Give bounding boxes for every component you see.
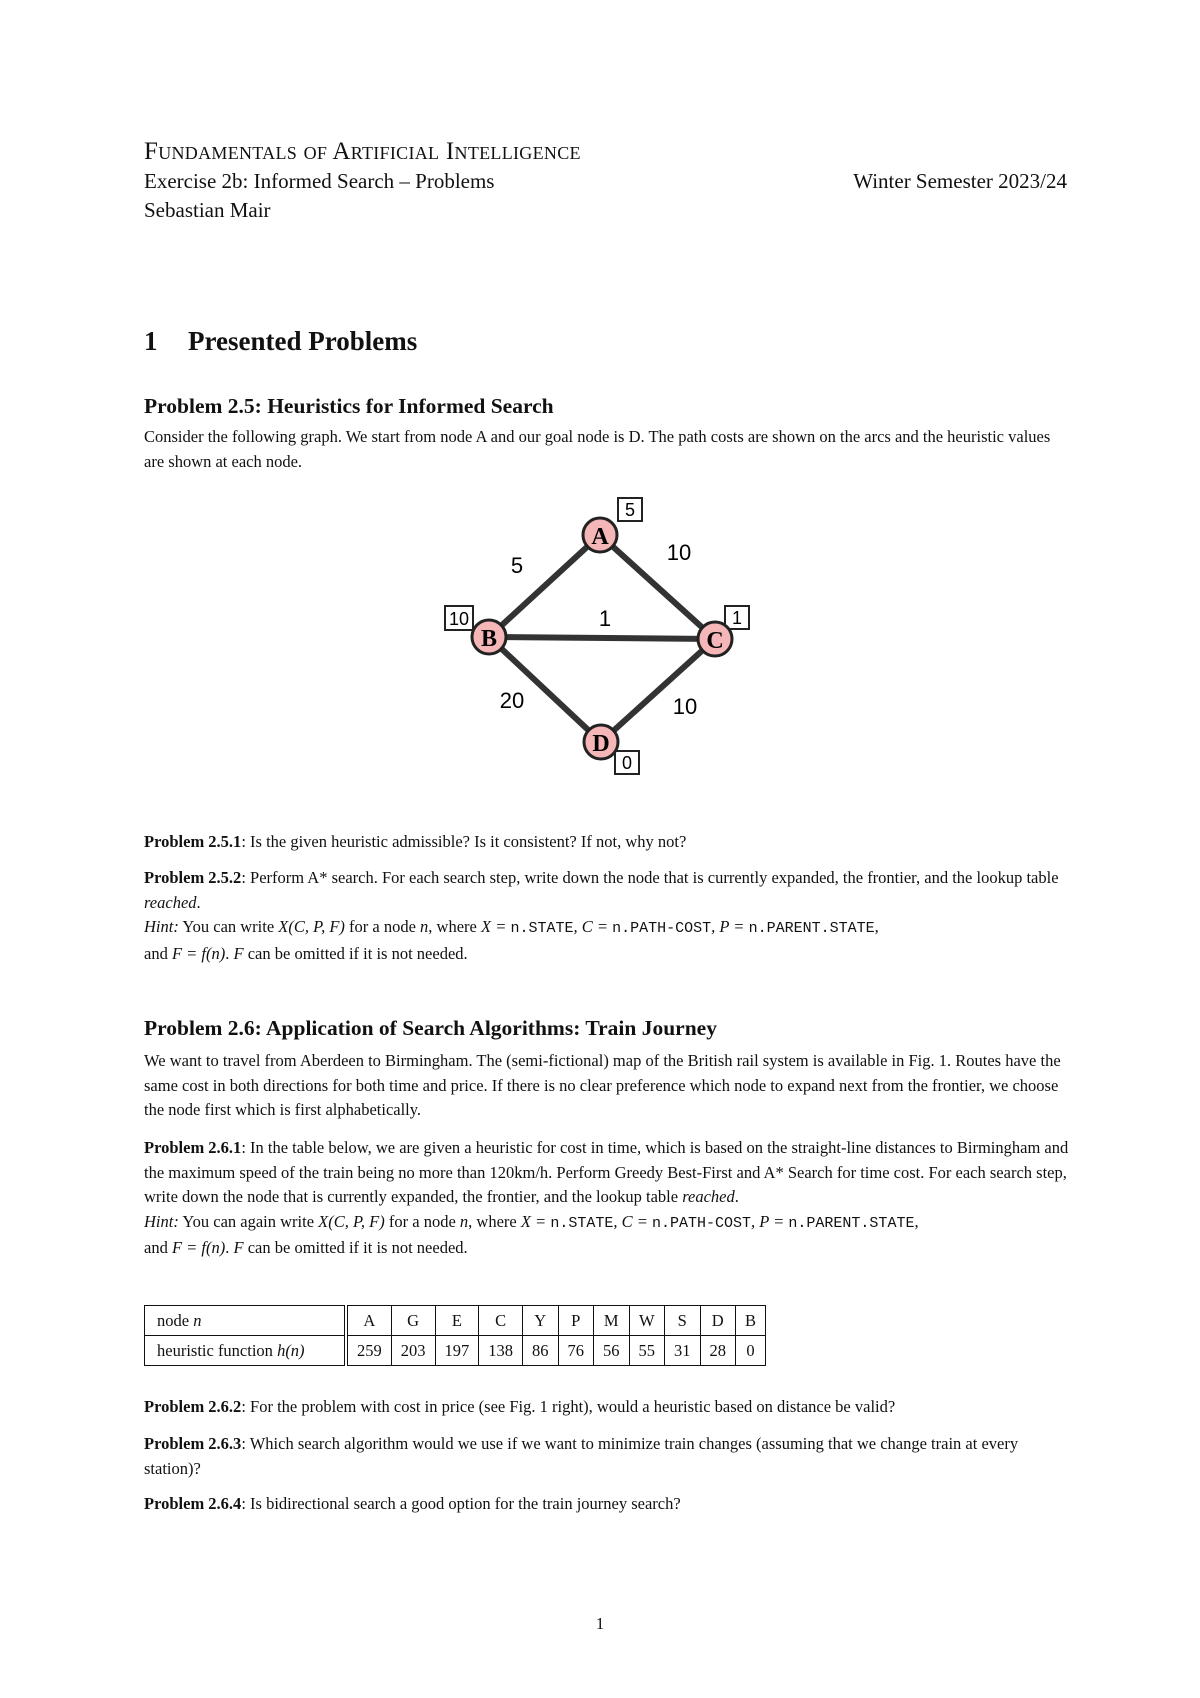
- hint-math-x: X =: [480, 917, 511, 936]
- problem-2-6-2-text: : For the problem with cost in price (see Fig. 1 right), would a heuristic based on distance be valid?: [241, 1397, 896, 1416]
- hint-math-x: X =: [520, 1211, 551, 1231]
- hint-text: , where: [468, 1211, 521, 1231]
- problem-2-5-intro: Consider the following graph. We start from node A and our goal node is D. The path costs are shown on the arcs and the heuristic values are shown at each node.: [144, 427, 1051, 471]
- problem-2-5-2-text: : Perform A* search. For each search step, write down the node that is currently expanded, the frontier, and the lookup table: [241, 868, 1059, 887]
- problem-2-5-2-period: .: [196, 892, 201, 912]
- table-row-header: [145, 1336, 347, 1366]
- hint-text: ,: [874, 917, 879, 936]
- hint-code-path-cost: n.PATH-COST: [612, 920, 712, 937]
- exercise-title: Exercise 2b: Informed Search – Problems: [144, 169, 495, 193]
- hint-text: for a node: [384, 1211, 460, 1231]
- table-header-var: h(n): [277, 1340, 305, 1360]
- semester-label: Winter Semester 2023/24: [853, 169, 1067, 193]
- table-cell-node: Y: [523, 1306, 559, 1336]
- heuristic-value-d: 0: [621, 753, 633, 773]
- table-header-var: n: [193, 1310, 202, 1330]
- heuristic-value-c: 1: [731, 608, 743, 628]
- table-cell-node: M: [594, 1306, 630, 1336]
- graph-node-c-label: C: [706, 628, 724, 654]
- table-cell-node: S: [665, 1306, 701, 1336]
- problem-2-6-heading: Problem 2.6: Application of Search Algorithms: Train Journey: [144, 1016, 717, 1040]
- table-cell-value: 28: [700, 1336, 736, 1366]
- course-title: Fundamentals of Artificial Intelligence: [144, 138, 581, 165]
- problem-2-5-1-text: : Is the given heuristic admissible? Is it consistent? If not, why not?: [241, 832, 687, 851]
- problem-2-6-intro: We want to travel from Aberdeen to Birmingham. The (semi-fictional) map of the British rail system is available in Fig. 1. Routes have the same cost in both directions for both time and price. If there is no clear preference which node to expand next from the frontier, we choose the node first which is first alphabetically.: [144, 1051, 1061, 1119]
- table-row-nodes: [145, 1306, 766, 1336]
- hint-math-tuple: X(C, P, F): [318, 1211, 385, 1231]
- section-number: 1: [144, 326, 158, 356]
- problem-2-6-4: [144, 1492, 1074, 1517]
- table-cell-value: 259: [346, 1336, 391, 1366]
- table-cell-value: 31: [665, 1336, 701, 1366]
- hint-text: for a node: [344, 917, 421, 936]
- hint-math-fvar: F: [233, 943, 244, 963]
- table-row-header: [145, 1306, 347, 1336]
- hint-text: You can again write: [178, 1211, 319, 1231]
- graph-node-b-label: B: [480, 626, 498, 652]
- hint-text: can be omitted if it is not needed.: [243, 943, 468, 963]
- hint-math-f: F = f(n): [171, 943, 226, 963]
- problem-2-6-3-label: Problem 2.6.3: [144, 1434, 242, 1453]
- problem-2-6-2: [144, 1395, 1074, 1420]
- table-header-text: node: [157, 1310, 190, 1330]
- hint-text: You can write: [178, 917, 279, 936]
- hint-code-parent-state: n.PARENT.STATE: [748, 920, 875, 937]
- hint-code-path-cost: n.PATH-COST: [651, 1214, 751, 1232]
- section-heading: [144, 326, 417, 357]
- reached-term: reached: [682, 1187, 735, 1206]
- edge-c-d: [601, 639, 715, 742]
- problem-2-6-4-text: : Is bidirectional search a good option for the train journey search?: [241, 1494, 681, 1513]
- edge-a-b: [489, 535, 600, 637]
- edge-b-c-cost: 1: [598, 606, 612, 631]
- table-row-heuristic: [145, 1336, 766, 1366]
- table-cell-value: 86: [523, 1336, 559, 1366]
- table-cell-value: 55: [629, 1336, 665, 1366]
- table-header-text: heuristic function: [157, 1340, 273, 1360]
- hint-code-state: n.STATE: [550, 1214, 614, 1232]
- problem-2-5-2-label: Problem 2.5.2: [144, 868, 242, 887]
- problem-2-6-2-label: Problem 2.6.2: [144, 1397, 242, 1416]
- graph-node-a-label: A: [591, 524, 609, 550]
- problem-2-6-4-label: Problem 2.6.4: [144, 1494, 242, 1513]
- author-name: Sebastian Mair: [144, 198, 271, 222]
- table-cell-node: B: [736, 1306, 766, 1336]
- edge-b-c: [489, 637, 715, 639]
- problem-2-5-heading: Problem 2.5: Heuristics for Informed Search: [144, 394, 554, 418]
- hint-math-c: , C =: [613, 1211, 652, 1231]
- table-cell-value: 138: [479, 1336, 523, 1366]
- problem-2-6-1-period: .: [734, 1187, 739, 1206]
- problem-2-6-3-text: : Which search algorithm would we use if we want to minimize train changes (assuming that we change train at every station)?: [144, 1434, 1019, 1478]
- hint-math-f: F = f(n): [171, 1238, 226, 1257]
- hint-text: and: [144, 1238, 172, 1257]
- table-cell-node: C: [479, 1306, 523, 1336]
- table-cell-value: 76: [558, 1336, 594, 1366]
- hint-math-p: , P =: [751, 1211, 789, 1231]
- hint-math-fvar: F: [233, 1238, 244, 1257]
- problem-2-6-1-text: : In the table below, we are given a heuristic for cost in time, which is based on the straight-line distances to Birmingham and the maximum speed of the train being no more than 120km/h. Perform Greedy Best-First and A* Search for time cost. For each search step, write down the node that is currently expanded, the frontier, and the lookup table: [144, 1138, 1069, 1206]
- table-cell-node: E: [435, 1306, 479, 1336]
- table-cell-value: 197: [435, 1336, 479, 1366]
- problem-2-6-1-label: Problem 2.6.1: [144, 1138, 242, 1157]
- table-cell-node: D: [700, 1306, 736, 1336]
- hint-math-n: n: [420, 917, 429, 936]
- problem-2-5-1: [144, 830, 1074, 855]
- table-cell-value: 203: [391, 1336, 435, 1366]
- hint-label: Hint:: [144, 917, 179, 936]
- hint-code-state: n.STATE: [510, 920, 574, 937]
- hint-math-c: , C =: [573, 917, 613, 936]
- graph-node-d-label: D: [592, 731, 610, 757]
- edge-b-d-cost: 20: [499, 688, 525, 713]
- table-cell-value: 0: [736, 1336, 766, 1366]
- heuristic-table: [144, 1305, 766, 1366]
- heuristic-value-b: 10: [448, 609, 470, 629]
- table-cell-value: 56: [594, 1336, 630, 1366]
- problem-2-5-2: [144, 866, 1074, 966]
- heuristic-value-a: 5: [624, 500, 636, 520]
- hint-label: Hint:: [144, 1211, 179, 1231]
- hint-code-parent-state: n.PARENT.STATE: [788, 1214, 915, 1232]
- edge-a-c: [600, 535, 715, 639]
- reached-term: reached: [144, 892, 197, 912]
- edge-a-b-cost: 5: [510, 553, 524, 578]
- problem-2-6-1: [144, 1136, 1074, 1261]
- edge-c-d-cost: 10: [672, 694, 698, 719]
- search-graph-diagram: [440, 490, 770, 790]
- problem-2-6-3: [144, 1432, 1074, 1481]
- hint-text: .: [225, 943, 234, 963]
- table-cell-node: A: [346, 1306, 391, 1336]
- hint-text: , where: [428, 917, 481, 936]
- hint-text: .: [225, 1238, 234, 1257]
- problem-2-5-1-label: Problem 2.5.1: [144, 832, 242, 851]
- table-cell-node: G: [391, 1306, 435, 1336]
- section-title: Presented Problems: [188, 326, 418, 356]
- table-cell-node: P: [558, 1306, 594, 1336]
- hint-text: can be omitted if it is not needed.: [243, 1238, 468, 1257]
- hint-math-p: , P =: [711, 917, 749, 936]
- hint-math-tuple: X(C, P, F): [278, 917, 345, 936]
- edge-a-c-cost: 10: [666, 540, 692, 565]
- table-cell-node: W: [629, 1306, 665, 1336]
- page-number: 1: [595, 1614, 605, 1633]
- hint-text: ,: [914, 1211, 919, 1231]
- hint-math-n: n: [459, 1211, 469, 1231]
- hint-text: and: [144, 943, 172, 963]
